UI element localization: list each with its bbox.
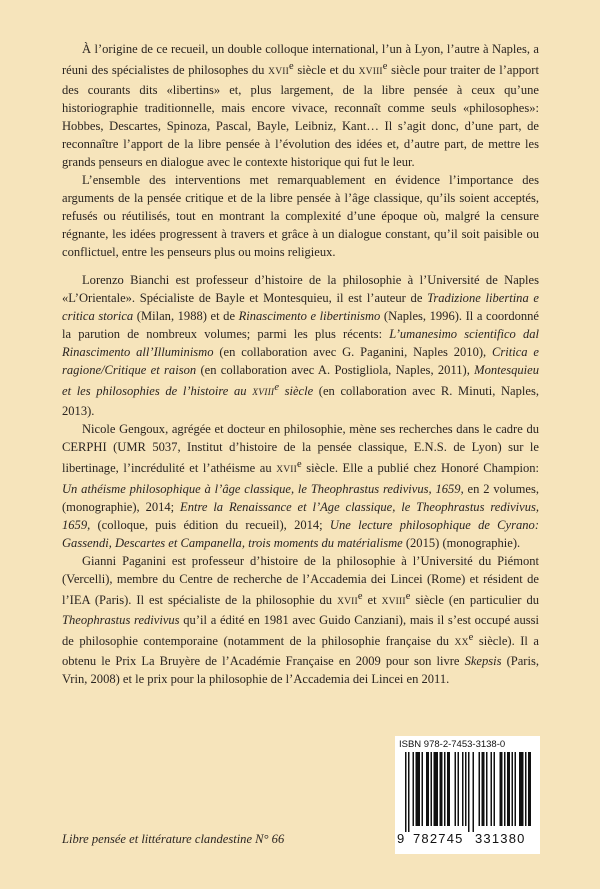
intro-paragraph-1: À l’origine de ce recueil, un double colloque international, l’un à Lyon, l’autre à Naples, a réuni des spécialistes de philosophes du XVIIe siècle et du XVIIIe siècle pour traiter de l’apport des courants dits «libertins» et, plus largement, de la libre pensée à ceux qu’une historiographie traditionnelle, mais encore vivace, reconnaît comme seuls «philosophes»: Hobbes, Descartes, Spinoza, Pascal, Bayle, Leibniz, Kant… Il s’agit donc, d’une part, de reconnaître l’apport de la libre pensée à l’évolution des idées et, d’autre part, de mettre les grands penseurs en dialogue avec le contexte historique qui fut le leur. [62, 42, 539, 170]
series-title: Libre pensée et littérature clandestine N° 66 [62, 832, 285, 846]
bio-gengoux: Nicole Gengoux, agrégée et docteur en philosophie, mène ses recherches dans le cadre du CERPHI (UMR 5037, Institut d’histoire de la pensée classique, E.N.S. de Lyon) sur le libertinage, l’incrédulité et l’athéisme au XVIIe siècle. Elle a publié chez Honoré Champion: Un athéisme philosophique à l’âge classique, le Theophrastus redivivus, 1659, en 2 volumes, (monographie), 2014; Entre la Renaissance et l’Age classique, le Theophrastus redivivus, 1659, (colloque, puis édition du recueil), 2014; Une lecture philosophique de Cyrano: Gassendi, Descartes et Campanella, trois moments du matérialisme (2015) (monographie). [62, 422, 539, 550]
bio-bianchi: Lorenzo Bianchi est professeur d’histoire de la philosophie à l’Université de Naples «L’Orientale». Spécialiste de Bayle et Montesquieu, il est l’auteur de Tradizione libertina e critica storica (Milan, 1988) et de Rinascimento e libertinismo (Naples, 1996). Il a coordonné la parution de nombreux volumes; parmi les plus récents: L’umanesimo scientifico dal Rinascimento all’Illuminismo (en collaboration avec G. Paganini, Naples 2010), Critica e ragione/Critique et raison (en collaboration avec A. Postigliola, Naples, 2011), Montesquieu et les philosophies de l’histoire au XVIIIe siècle (en collaboration avec R. Minuti, Naples, 2013). [62, 273, 540, 419]
barcode-digit-first: 9 [397, 831, 405, 846]
bio-paganini: Gianni Paganini est professeur d’histoire de la philosophie à l’Université du Piémont (Vercelli), membre du Centre de recherche de l’Accademia dei Lincei (Rome) et résident de l’IEA (Paris). Il est spécialiste de la philosophie du XVIIe et XVIIIe siècle (en particulier du Theophrastus redivivus qu’il a édité en 1981 avec Guido Canziani), mais il s’est occupé aussi de philosophie contemporaine (notamment de la philosophie française du XXe siècle). Il a obtenu le Prix La Bruyère de l’Académie Française en 2009 pour son livre Skepsis (Paris, Vrin, 2008) et le prix pour la philosophie de l’Accademia dei Lincei en 2011. [62, 553, 539, 686]
back-cover-text [62, 40, 539, 688]
intro-paragraph-2: L’ensemble des interventions met remarquablement en évidence l’importance des arguments de la pensée critique et de la libre pensée à l’âge classique, qu’ils soient acceptés, refusés ou réutilisés, tout en montrant la complexité d’une époque où, malgré la censure régnante, les idées progressent à travers et grâce à un dialogue constant, qu’il soit paisible ou conflictuel, entre les penseurs plus ou moins religieux. [62, 173, 539, 260]
barcode-bars [403, 752, 533, 832]
isbn-label: ISBN 978-2-7453-3138-0 [399, 739, 506, 750]
barcode-digits-right: 331380 [475, 831, 526, 846]
barcode-digits-left: 782745 [413, 831, 464, 846]
isbn-barcode [395, 736, 540, 854]
